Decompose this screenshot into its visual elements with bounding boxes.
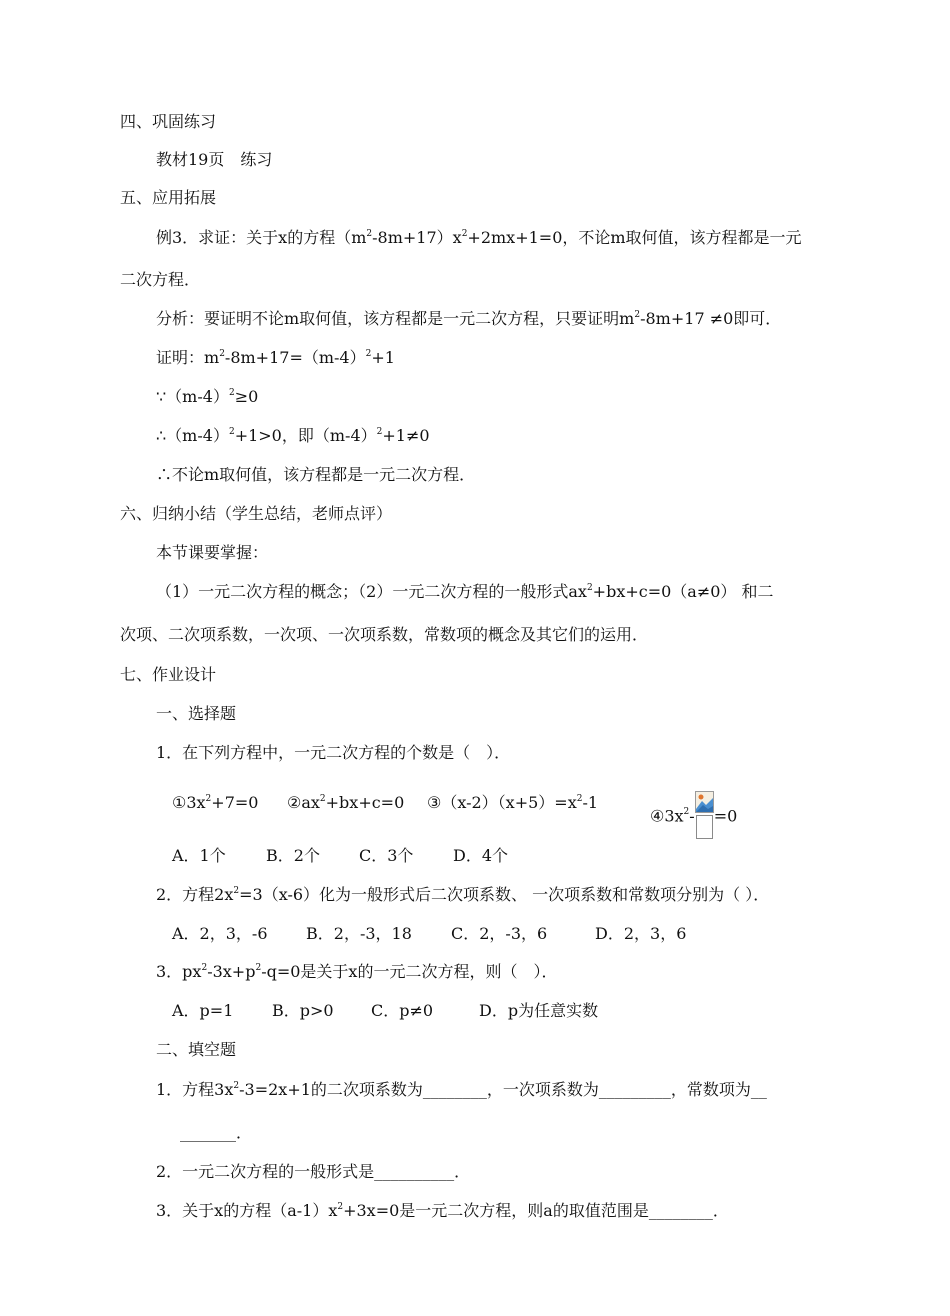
fill-section-title: 二、填空题 <box>156 1040 237 1059</box>
fill-question-2: 2．一元二次方程的一般形式是__________． <box>156 1162 471 1181</box>
proof-line-3: $\therefore(m-4)^2+1>0$，即$(m-4)^2+1\ne 0$ <box>156 426 430 445</box>
proof-line-1: 证明：$m^2-8m+17=(m-4)^2+1$ <box>156 348 395 367</box>
choice-section-title: 一、选择题 <box>156 704 237 723</box>
question-1-answer-a: A．1个 <box>172 846 226 865</box>
analysis-text: 分析：要证明不论m取何值，该方程都是一元二次方程，只要证明$m^2-8m+17 \ne 0$即可． <box>156 309 782 328</box>
proof-line-2: $\because(m-4)^2\ge 0$ <box>156 387 259 406</box>
question-1-answer-c: C．3个 <box>359 846 414 865</box>
question-1-answer-d: D．4个 <box>453 846 509 865</box>
section-7-heading: 七、作业设计 <box>120 665 217 684</box>
summary-line-1: 本节课要掌握： <box>156 543 269 562</box>
question-1-option-1: $①3x^2+7=0$ <box>172 793 259 812</box>
example-3-line-2: 二次方程． <box>120 270 201 289</box>
fill-question-1-line-1: 1．方程$3x^2-3=2x+1$的二次项系数为________，一次项系数为_________，常数项为__ <box>156 1080 767 1099</box>
section-4-heading: 四、巩固练习 <box>120 112 217 131</box>
question-2-answer-c: C．2，-3，6 <box>451 924 548 943</box>
summary-line-3: 次项、二次项系数，一次项、一次项系数，常数项的概念及其它们的运用． <box>120 625 649 644</box>
fill-question-3: 3．关于x的方程$(a-1)x^2+3x=0$是一元二次方程，则a的取值范围是________． <box>156 1201 729 1220</box>
section-4-text: 教材19页 练习 <box>156 150 273 169</box>
question-2-answer-d: D．2，3，6 <box>595 924 687 943</box>
question-3-answer-d: D．p为任意实数 <box>479 1001 599 1020</box>
question-2-answer-b: B．2，-3，18 <box>306 924 412 943</box>
summary-line-2: （1）一元二次方程的概念；（2）一元二次方程的一般形式$ax^2+bx+c=0(a\ne 0)$ 和二 <box>156 582 774 601</box>
proof-conclusion: ∴不论m取何值，该方程都是一元二次方程． <box>156 465 476 484</box>
question-1-answer-b: B．2个 <box>266 846 320 865</box>
broken-image-icon <box>695 791 714 839</box>
question-3-answer-c: C．p≠0 <box>371 1001 434 1020</box>
fill-question-1-line-2: _______． <box>180 1123 253 1142</box>
question-2: 2．方程$2x^2=3(x-6)$化为一般形式后二次项系数、 一次项系数和常数项分别为（ ）． <box>156 885 770 904</box>
section-5-heading: 五、应用拓展 <box>120 188 217 207</box>
example-3-line-1: 例3．求证：关于x的方程$(m^2-8m+17)x^2+2mx+1=0$，不论m取何值，该方程都是一元 <box>156 228 802 247</box>
question-3-answer-a: A．p=1 <box>172 1001 234 1020</box>
question-1-option-4: $④3x^2-$ =0 <box>650 793 737 841</box>
question-1: 1．在下列方程中，一元二次方程的个数是（ ）． <box>156 743 511 762</box>
question-3: 3．$px^2-3x+p^2-q=0$是关于x的一元二次方程，则（ ）． <box>156 962 558 981</box>
question-1-option-3: $③(x-2)(x+5)=x^2-1$ <box>427 793 599 812</box>
question-3-answer-b: B．p>0 <box>272 1001 334 1020</box>
section-6-heading: 六、归纳小结（学生总结，老师点评） <box>120 504 393 523</box>
question-1-option-2: $②ax^2+bx+c=0$ <box>287 793 405 812</box>
question-2-answer-a: A．2，3，-6 <box>172 924 268 943</box>
